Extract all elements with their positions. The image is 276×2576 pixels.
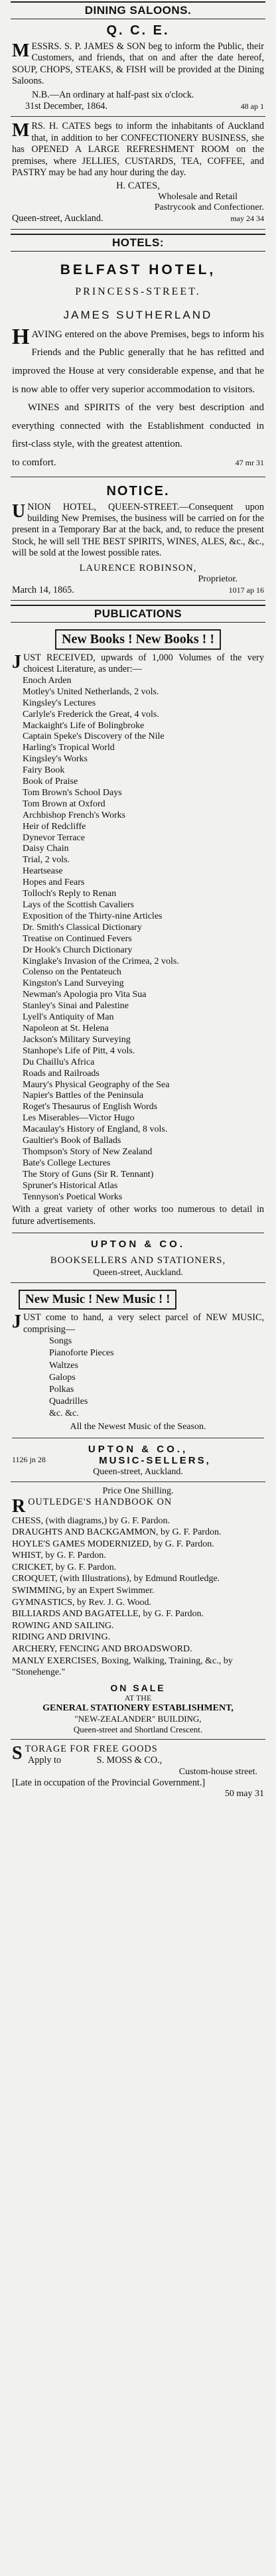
on-sale-label: ON SALE xyxy=(110,1682,166,1693)
advert-qce xyxy=(11,19,265,117)
at-label: AT THE xyxy=(124,1693,152,1703)
bookseller-address: Queen-street, Auckland. xyxy=(93,1268,183,1278)
advert-cates xyxy=(11,117,265,229)
advert-new-music xyxy=(11,1283,265,1481)
storage-footer: [Late in occupation of the Provincial Government.] xyxy=(12,1777,206,1788)
drop-cap: U xyxy=(12,500,26,522)
book-list-item: Tolloch's Reply to Renan xyxy=(23,889,117,899)
notice-title: NOTICE. xyxy=(106,483,170,498)
handbook-list-item: BILLIARDS AND BAGATELLE, by G. F. Pardon. xyxy=(12,1609,204,1620)
establishment-name: GENERAL STATIONERY ESTABLISHMENT, xyxy=(42,1703,234,1713)
book-list-item: Stanley's Sinai and Palestine xyxy=(23,1001,129,1012)
advert-closing: to comfort. xyxy=(12,457,56,469)
book-list-item: The Story of Guns (Sir R. Tennant) xyxy=(23,1169,154,1179)
book-list-item: Mackaight's Life of Bolingbroke xyxy=(23,720,145,731)
establishment-building: "NEW-ZEALANDER" BUILDING, xyxy=(74,1713,202,1724)
books-banner: New Books ! New Books ! ! xyxy=(55,629,221,650)
advert-signature-role: Pastrycook and Confectioner. xyxy=(154,202,264,213)
book-list-item: Les Miserables—Victor Hugo xyxy=(23,1113,135,1124)
music-banner: New Music ! New Music ! ! xyxy=(19,1290,176,1310)
book-list-item: Dr. Smith's Classical Dictionary xyxy=(23,922,142,933)
book-list-item: Dynevor Terrace xyxy=(23,832,85,843)
music-list-item: &c. &c. xyxy=(49,1408,79,1419)
handbook-list-item: ARCHERY, FENCING AND BROADSWORD. xyxy=(12,1644,192,1655)
book-list-item: Newman's Apologia pro Vita Sua xyxy=(23,990,147,1000)
book-list-item: Archbishop French's Works xyxy=(23,810,126,820)
drop-cap: J xyxy=(12,652,21,673)
hotel-title: BELFAST HOTEL, xyxy=(60,262,216,277)
music-list-item: Galops xyxy=(49,1372,76,1383)
advert-routledge-handbooks xyxy=(11,1482,265,1740)
book-list-item: Tom Brown's School Days xyxy=(23,787,122,798)
newspaper-column xyxy=(11,0,265,1803)
book-list-item: Trial, 2 vols. xyxy=(23,855,70,866)
book-list-item: Captain Speke's Discovery of the Nile xyxy=(23,731,165,742)
handbook-list-item: ROWING AND SAILING. xyxy=(12,1620,114,1631)
music-seller-name: UPTON & CO., xyxy=(88,1443,188,1455)
music-seller-address: Queen-street, Auckland. xyxy=(93,1466,183,1477)
advert-date: 31st December, 1864. xyxy=(25,101,107,112)
book-list-item: Roget's Thesaurus of English Words xyxy=(23,1102,158,1112)
handbook-list-item: WHIST, by G. F. Pardon. xyxy=(12,1551,106,1561)
book-list-item: Fairy Book xyxy=(23,765,65,776)
drop-cap: H xyxy=(12,324,30,349)
music-list-item: Polkas xyxy=(49,1384,74,1395)
handbook-price: Price One Shilling. xyxy=(102,1485,174,1496)
section-header-publications: PUBLICATIONS xyxy=(11,605,265,623)
book-list-item: Kinglake's Invasion of the Crimea, 2 vols. xyxy=(23,956,179,966)
advert-ref: may 24 34 xyxy=(230,214,264,224)
book-list-item: Roads and Railroads xyxy=(23,1068,100,1079)
advert-union-hotel xyxy=(11,477,265,601)
advert-signature-role: Proprietor. xyxy=(198,573,238,584)
book-list-item: Dr Hook's Church Dictionary xyxy=(23,945,133,955)
hotel-street: PRINCESS-STREET. xyxy=(75,285,201,297)
music-list-item: Waltzes xyxy=(49,1360,78,1371)
book-list-item: Hopes and Fears xyxy=(23,877,85,888)
books-footer: With a great variety of other works too numerous to detail in future advertisements. xyxy=(12,1204,264,1227)
book-list-item: Jackson's Military Surveying xyxy=(23,1034,131,1045)
music-intro: UST come to hand, a very select parcel of NEW MUSIC, comprising— xyxy=(23,1312,264,1335)
advert-ref: 1126 jn 28 xyxy=(12,1454,46,1464)
advert-belfast-hotel xyxy=(11,252,265,477)
drop-cap: M xyxy=(12,120,30,141)
book-list-item: Kingsley's Works xyxy=(23,754,88,765)
book-list-item: Macaulay's History of England, 8 vols. xyxy=(23,1124,168,1135)
book-list-item: Thompson's Story of New Zealand xyxy=(23,1146,153,1157)
advert-body: WINES and SPIRITS of the very best description and everything connected with the Establishment conducted in first-class style, with the greatest attention. xyxy=(12,402,264,450)
storage-office: Custom-house street. xyxy=(178,1766,257,1777)
handbook-list-item: GYMNASTICS, by Rev. J. G. Wood. xyxy=(12,1597,152,1608)
advert-body: NION HOTEL, QUEEN-STREET.—Consequent upon building New Premises, the business will be carried on for the present in a Temporary Bar at the back, and, to reduce the present Stock, he will sell THE BEST SPIRITS, WINES, ALES, &c., &c., will be sold at the lowest possible rates. xyxy=(12,501,264,559)
advert-ref: 48 ap 1 xyxy=(240,102,264,112)
music-seller-line: MUSIC-SELLERS, xyxy=(99,1454,211,1466)
section-header-dining: DINING SALOONS. xyxy=(11,1,265,19)
book-list-item: Treatise on Continued Fevers xyxy=(23,933,132,944)
advert-new-books xyxy=(11,623,265,1283)
book-list-item: Heartsease xyxy=(23,866,63,877)
handbook-list-item: HOYLE'S GAMES MODERNIZED, by G. F. Pardon. xyxy=(12,1539,214,1549)
book-list-item: Book of Praise xyxy=(23,777,78,787)
advert-address: Queen-street, Auckland. xyxy=(12,213,104,224)
advert-heading: Q. C. E. xyxy=(106,23,170,38)
handbook-list xyxy=(12,1515,264,1679)
book-list-item: Lays of the Scottish Cavaliers xyxy=(23,900,134,910)
advert-body: RS. H. CATES begs to inform the inhabitants of Auckland that, in addition to her CONFECTIONERY BUSINESS, she has OPENED A LARGE REFRESHMENT ROOM on the premises, where JELLIES, CUSTARDS, TEA, COFFEE, and PASTRY may be had any hour during the day. xyxy=(12,121,264,179)
storage-heading: TORAGE FOR FREE GOODS xyxy=(25,1743,158,1754)
handbook-heading: OUTLEDGE'S HANDBOOK ON xyxy=(28,1496,172,1507)
bookseller-name: UPTON & CO. xyxy=(90,1239,186,1250)
music-list xyxy=(12,1335,264,1420)
establishment-address: Queen-street and Shortland Crescent. xyxy=(73,1724,203,1734)
advert-date: March 14, 1865. xyxy=(12,584,74,595)
advert-signature-name: LAURENCE ROBINSON, xyxy=(79,562,197,573)
storage-agent-name: S. MOSS & CO., xyxy=(96,1755,163,1766)
handbook-list-item: CHESS, (with diagrams,) by G. F. Pardon. xyxy=(12,1515,171,1526)
book-list-item: Napoleon at St. Helena xyxy=(23,1023,109,1033)
advert-ref: 1017 ap 16 xyxy=(228,585,264,595)
book-list-item: Enoch Arden xyxy=(23,675,72,686)
music-list-item: Pianoforte Pieces xyxy=(49,1348,114,1359)
music-list-item: Quadrilles xyxy=(49,1397,88,1407)
drop-cap: M xyxy=(12,40,30,61)
handbook-list-item: CRICKET, by G. F. Pardon. xyxy=(12,1562,117,1572)
book-list-item: Harling's Tropical World xyxy=(23,743,115,753)
handbook-list-item: RIDING AND DRIVING. xyxy=(12,1632,111,1643)
book-list-item: Kingston's Land Surveying xyxy=(23,978,124,989)
hotel-proprietor: JAMES SUTHERLAND xyxy=(63,308,213,321)
book-list-item: Tennyson's Poetical Works xyxy=(23,1191,123,1202)
book-list-item: Tom Brown at Oxford xyxy=(23,798,105,809)
book-list-item: Napier's Battles of the Peninsula xyxy=(23,1091,144,1101)
handbook-list-item: DRAUGHTS AND BACKGAMMON, by G. F. Pardon. xyxy=(12,1527,222,1538)
drop-cap: R xyxy=(12,1495,27,1517)
advert-body: AVING entered on the above Premises, begs to inform his Friends and the Public generally that he has refitted and improved the House at very considerable expense, and that he is now able to offer very superior accommodation to visitors. xyxy=(12,329,264,395)
book-list-item: Colenso on the Pentateuch xyxy=(23,967,121,978)
books-intro: UST RECEIVED, upwards of 1,000 Volumes of the very choicest Literature, as under:— xyxy=(23,652,264,675)
book-list-item: Lyell's Antiquity of Man xyxy=(23,1012,114,1023)
book-list-item: Gaultier's Book of Ballads xyxy=(23,1136,121,1146)
drop-cap: S xyxy=(12,1742,23,1764)
book-list xyxy=(12,676,264,1203)
music-list-item: Songs xyxy=(49,1336,72,1347)
book-list-item: Heir of Redcliffe xyxy=(23,821,86,832)
advert-ref: 50 may 31 xyxy=(224,1789,264,1799)
book-list-item: Bate's College Lectures xyxy=(23,1158,111,1168)
handbook-list-item: CROQUET, (with Illustrations), by Edmund Routledge. xyxy=(12,1574,220,1584)
advert-storage xyxy=(11,1740,265,1803)
section-header-hotels: HOTELS: xyxy=(11,234,265,252)
book-list-item: Carlyle's Frederick the Great, 4 vols. xyxy=(23,709,159,720)
bookseller-line: BOOKSELLERS AND STATIONERS, xyxy=(50,1255,226,1266)
book-list-item: Stanhope's Life of Pitt, 4 vols. xyxy=(23,1045,135,1056)
advert-signature-role: Wholesale and Retail xyxy=(158,192,238,202)
book-list-item: Maury's Physical Geography of the Sea xyxy=(23,1079,170,1090)
advert-body: ESSRS. S. P. JAMES & SON beg to inform the Public, their Customers, and friends, that on and after the date hereof, SOUP, CHOPS, STEAKS, & FISH will be provided at the Dining Saloons. xyxy=(12,41,264,87)
book-list-item: Spruner's Historical Atlas xyxy=(23,1180,118,1191)
handbook-list-item: SWIMMING, by an Expert Swimmer. xyxy=(12,1586,155,1596)
advert-ref: 47 mr 31 xyxy=(235,458,264,468)
book-list-item: Kingsley's Lectures xyxy=(23,698,96,708)
drop-cap: J xyxy=(12,1312,21,1333)
advert-note: N.B.—An ordinary at half-past six o'clock. xyxy=(32,89,194,100)
book-list-item: Du Chaillu's Africa xyxy=(23,1057,95,1067)
handbook-list-item: MANLY EXERCISES, Boxing, Walking, Training, &c., by "Stonehenge." xyxy=(12,1655,233,1678)
storage-apply: Apply to xyxy=(28,1755,62,1766)
advert-signature-name: H. CATES, xyxy=(116,181,160,192)
book-list-item: Daisy Chain xyxy=(23,844,69,854)
book-list-item: Motley's United Netherlands, 2 vols. xyxy=(23,686,159,697)
book-list-item: Exposition of the Thirty-nine Articles xyxy=(23,911,163,921)
music-footer: All the Newest Music of the Season. xyxy=(70,1421,206,1432)
